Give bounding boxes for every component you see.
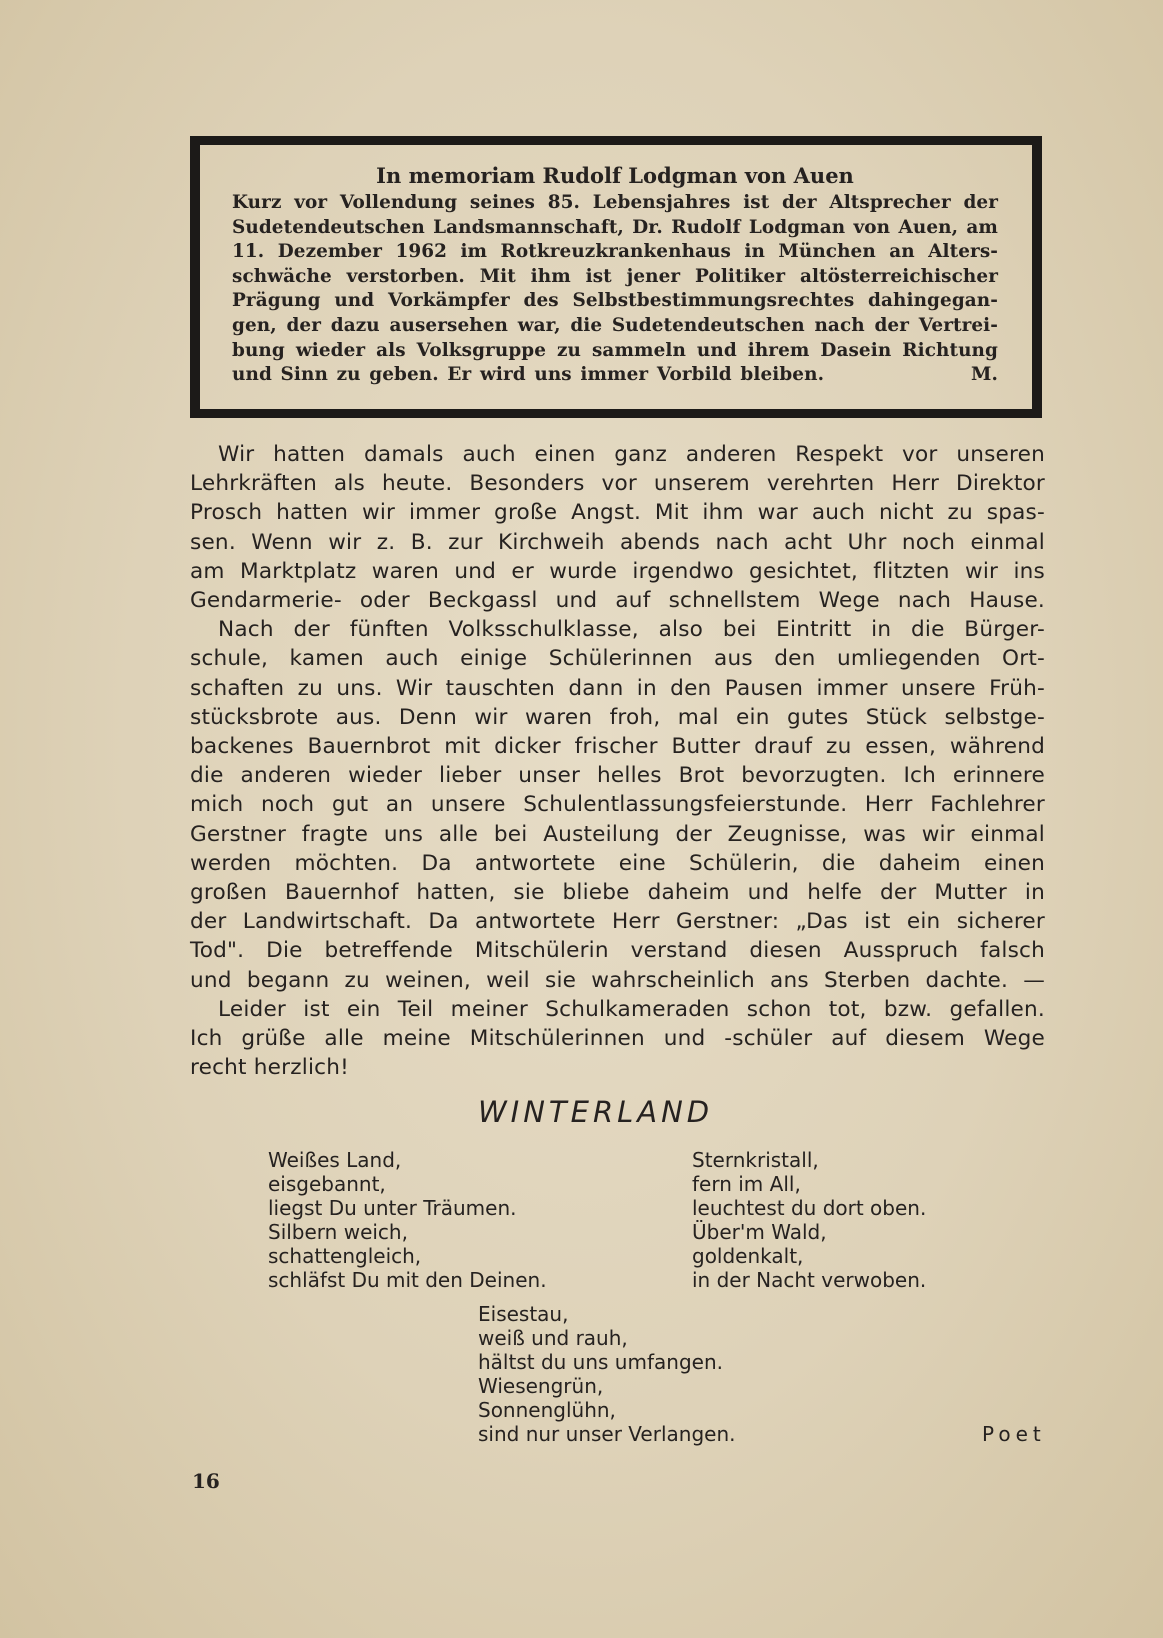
poem-line: Eisestau, — [478, 1302, 569, 1326]
poem-line: Wiesengrün, — [478, 1374, 604, 1398]
memoriam-line: und Sinn zu geben. Er wird uns immer Vorbild bleiben. M. — [232, 364, 998, 386]
poem-line: Über'm Wald, — [692, 1220, 827, 1244]
body-line: Wir hatten damals auch einen ganz anderen Respekt vor unseren — [218, 442, 1045, 467]
poem-line: Silbern weich, — [268, 1220, 408, 1244]
poem-stanza-2 — [692, 1148, 926, 1292]
poem-stanza-3 — [478, 1302, 735, 1446]
memoriam-line: bung wieder als Volksgruppe zu sammeln und ihrem Dasein Richtung — [232, 339, 998, 361]
body-line: Ich grüße alle meine Mitschülerinnen und -schüler auf diesem Wege — [190, 1026, 1045, 1052]
memoriam-line: 11. Dezember 1962 im Rotkreuzkrankenhaus in München an Alters- — [232, 241, 998, 263]
body-line: Gendarmerie- oder Beckgassl und auf schnellstem Wege nach Hause. — [190, 588, 1045, 614]
body-line: Prosch hatten wir immer große Angst. Mit ihm war auch nicht zu spas- — [190, 500, 1045, 526]
article-body — [190, 440, 1045, 1082]
body-line: Leider ist ein Teil meiner Schulkameraden schon tot, bzw. gefallen. — [218, 996, 1045, 1022]
poem-line: in der Nacht verwoben. — [692, 1268, 927, 1292]
body-line: Tod". Die betreffende Mitschülerin verstand diesen Ausspruch falsch — [190, 938, 1045, 964]
poem-line: liegst Du unter Träumen. — [268, 1196, 517, 1220]
poem-line: eisgebannt, — [268, 1172, 386, 1196]
body-line: die anderen wieder lieber unser helles Brot bevorzugten. Ich erinnere — [190, 763, 1045, 789]
poem-line: sind nur unser Verlangen. — [478, 1422, 736, 1446]
body-line: schule, kamen auch einige Schülerinnen aus den umliegenden Ort- — [190, 646, 1045, 672]
body-line: backenes Bauernbrot mit dicker frischer Butter drauf zu essen, während — [190, 734, 1045, 760]
memoriam-line: Sudetendeutschen Landsmannschaft, Dr. Rudolf Lodgman von Auen, am — [232, 216, 998, 238]
body-line: recht herzlich! — [190, 1055, 349, 1081]
memoriam-line: Kurz vor Vollendung seines 85. Lebensjahres ist der Altsprecher der — [232, 192, 998, 213]
body-line: Gerstner fragte uns alle bei Austeilung der Zeugnisse, was wir einmal — [190, 821, 1045, 847]
body-line: und begann zu weinen, weil sie wahrscheinlich ans Sterben dachte. — — [190, 967, 1045, 993]
memoriam-title: In memoriam Rudolf Lodgman von Auen — [376, 163, 854, 188]
body-line: schaften zu uns. Wir tauschten dann in den Pausen immer unsere Früh- — [190, 675, 1045, 701]
poem-line: Sternkristall, — [692, 1148, 819, 1172]
body-line: der Landwirtschaft. Da antwortete Herr Gerstner: „Das ist ein sicherer — [190, 909, 1045, 935]
poem-line: weiß und rauh, — [478, 1326, 628, 1350]
poem-title: WINTERLAND — [478, 1095, 714, 1129]
body-line: mich noch gut an unsere Schulentlassungsfeierstunde. Herr Fachlehrer — [190, 792, 1045, 818]
poem-line: goldenkalt, — [692, 1244, 804, 1268]
poem-stanza-1 — [268, 1148, 547, 1292]
poem-line: schläfst Du mit den Deinen. — [268, 1268, 547, 1292]
memoriam-body — [232, 191, 998, 388]
poem-line: fern im All, — [692, 1172, 801, 1196]
body-line: am Marktplatz waren und er wurde irgendwo gesichtet, flitzten wir ins — [190, 558, 1045, 584]
memoriam-line: schwäche verstorben. Mit ihm ist jener Politiker altösterreichischer — [232, 265, 998, 287]
body-line: Lehrkräften als heute. Besonders vor unserem verehrten Herr Direktor — [190, 471, 1045, 497]
poem-line: leuchtest du dort oben. — [692, 1196, 927, 1220]
poem-signature: Poet — [982, 1422, 1046, 1446]
body-line: sen. Wenn wir z. B. zur Kirchweih abends nach acht Uhr noch einmal — [190, 529, 1045, 555]
poem-line: Weißes Land, — [268, 1148, 402, 1172]
memoriam-line: gen, der dazu ausersehen war, die Sudetendeutschen nach der Vertrei- — [232, 314, 998, 336]
memoriam-box — [190, 136, 1042, 418]
poem-line: schattengleich, — [268, 1244, 422, 1268]
memoriam-line: Prägung und Vorkämpfer des Selbstbestimmungsrechtes dahingegan- — [232, 290, 998, 312]
poem-line: Sonnenglühn, — [478, 1398, 616, 1422]
body-line: stücksbrote aus. Denn wir waren froh, mal ein gutes Stück selbstge- — [190, 704, 1045, 730]
body-line: Nach der fünften Volksschulklasse, also bei Eintritt in die Bürger- — [218, 617, 1045, 643]
body-line: werden möchten. Da antwortete eine Schülerin, die daheim einen — [190, 850, 1045, 876]
page-number: 16 — [192, 1469, 220, 1493]
body-line: großen Bauernhof hatten, sie bliebe daheim und helfe der Mutter in — [190, 880, 1045, 906]
poem-line: hältst du uns umfangen. — [478, 1350, 723, 1374]
